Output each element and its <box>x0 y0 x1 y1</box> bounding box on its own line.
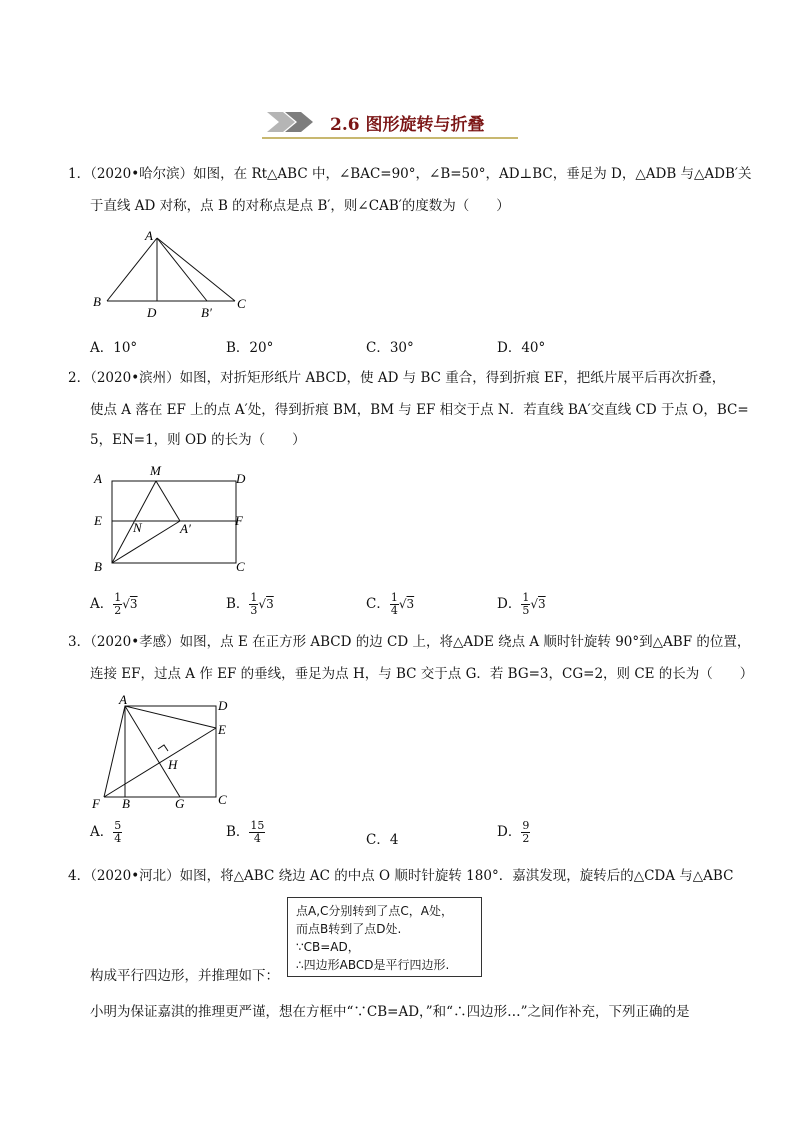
q1-choice-c[interactable]: C．30° <box>366 340 414 356</box>
q1-label-a: A <box>145 228 153 243</box>
q2-text-line1: 2．（2020•滨州）如图，对折矩形纸片 ABCD，使 AD 与 BC 重合，得到折痕 EF，把纸片展平后再次折叠， <box>68 370 726 386</box>
q1-label-b: B <box>93 294 101 309</box>
q3-line-ag <box>125 706 180 797</box>
q1-choice-a[interactable]: A．10° <box>90 340 138 356</box>
q4-text-line3: 小明为保证嘉淇的推理更严谨，想在方框中“∵CB=AD，”和“∴四边形…”之间作补充，下列正确的是 <box>90 1004 690 1020</box>
q4-box-line3: ∵CB=AD， <box>296 940 360 954</box>
q1-label-d: D <box>147 305 157 320</box>
page-title: 2.6 图形旋转与折叠 <box>330 115 485 135</box>
q3-label-b: B <box>122 796 130 811</box>
q4-box-line4: ∴四边形ABCD是平行四边形. <box>296 958 450 972</box>
title-underline <box>262 137 518 139</box>
q3-line-fe <box>104 728 216 797</box>
q3-choice-d[interactable]: D． $\frac{9}{2}$ <box>497 819 530 845</box>
q3-choice-c[interactable]: C．4 <box>366 832 399 848</box>
q3-figure <box>88 692 248 814</box>
q3-right-angle-mark <box>158 745 168 751</box>
q2-label-c: C <box>236 559 245 574</box>
q1-choice-b[interactable]: B．20° <box>226 340 274 356</box>
q2-choice-b[interactable]: B． $\frac{1}{3}$ √3 <box>226 591 274 617</box>
q2-label-b: B <box>94 559 102 574</box>
q3-choice-b[interactable]: B． $\frac{15}{4}$ <box>226 819 265 845</box>
q1-label-c: C <box>237 296 246 311</box>
q2-label-d: D <box>236 471 246 486</box>
q1-text-line1: 1．（2020•哈尔滨）如图，在 Rt△ABC 中，∠BAC=90°，∠B=50°，AD⊥BC，垂足为 D，△ADB 与△ADB′关 <box>68 166 752 182</box>
q4-reasoning-box <box>287 897 482 977</box>
q3-line-ae <box>125 706 216 728</box>
q2-line-bap <box>112 521 180 563</box>
q3-label-g: G <box>175 796 185 811</box>
q3-text-line1: 3．（2020•孝感）如图，点 E 在正方形 ABCD 的边 CD 上，将△ADE 绕点 A 顺时针旋转 90°到△ABF 的位置， <box>68 634 751 650</box>
q2-label-ap: A′ <box>180 521 191 536</box>
q3-label-d: D <box>218 698 228 713</box>
q3-label-a: A <box>119 692 127 707</box>
q2-rect-abcd <box>112 481 236 563</box>
q2-figure <box>88 462 258 577</box>
q3-label-h: H <box>168 757 178 772</box>
q4-box-line1: 点A,C分别转到了点C，A处， <box>296 904 453 918</box>
chevron-double-icon <box>265 110 325 134</box>
q1-figure <box>85 228 255 323</box>
q2-choice-a[interactable]: A． $\frac{1}{2}$ √3 <box>90 591 138 617</box>
q1-label-bp: B′ <box>201 305 212 320</box>
q2-label-n: N <box>133 520 142 535</box>
q2-label-a: A <box>94 471 102 486</box>
q1-text-line2: 于直线 AD 对称，点 B 的对称点是点 B′，则∠CAB′的度数为（ ） <box>90 198 510 214</box>
q1-line-ac <box>157 238 235 301</box>
q2-label-m: M <box>150 463 161 478</box>
q3-label-f: F <box>92 796 100 811</box>
q3-label-c: C <box>218 792 227 807</box>
q4-text-line1: 4．（2020•河北）如图，将△ABC 绕边 AC 的中点 O 顺时针旋转 180°．嘉淇发现，旋转后的△CDA 与△ABC <box>68 868 734 884</box>
q2-text-line2: 使点 A 落在 EF 上的点 A′处，得到折痕 BM，BM 与 EF 相交于点 N．若直线 BA′交直线 CD 于点 O，BC= <box>90 402 749 418</box>
q1-choice-d[interactable]: D．40° <box>497 340 546 356</box>
q3-text-line2: 连接 EF，过点 A 作 EF 的垂线，垂足为点 H，与 BC 交于点 G．若 BG=3，CG=2，则 CE 的长为（ ） <box>90 666 754 682</box>
q2-label-f: F <box>235 513 243 528</box>
q2-text-line3: 5，EN=1，则 OD 的长为（ ） <box>90 432 306 448</box>
q1-line-ab <box>107 238 157 301</box>
q1-line-abp <box>157 238 207 301</box>
q3-label-e: E <box>218 722 226 737</box>
q3-square-abcd <box>125 706 216 797</box>
q3-choice-a[interactable]: A． $\frac{5}{4}$ <box>90 819 122 845</box>
q4-text-line2: 构成平行四边形，并推理如下： <box>90 968 279 984</box>
q2-choice-d[interactable]: D． $\frac{1}{5}$ √3 <box>497 591 546 617</box>
q4-box-line2: 而点B转到了点D处. <box>296 922 402 936</box>
q2-choice-c[interactable]: C． $\frac{1}{4}$ √3 <box>366 591 415 617</box>
q2-label-e: E <box>94 513 102 528</box>
q3-line-af <box>104 706 125 797</box>
q2-line-map <box>156 481 180 521</box>
